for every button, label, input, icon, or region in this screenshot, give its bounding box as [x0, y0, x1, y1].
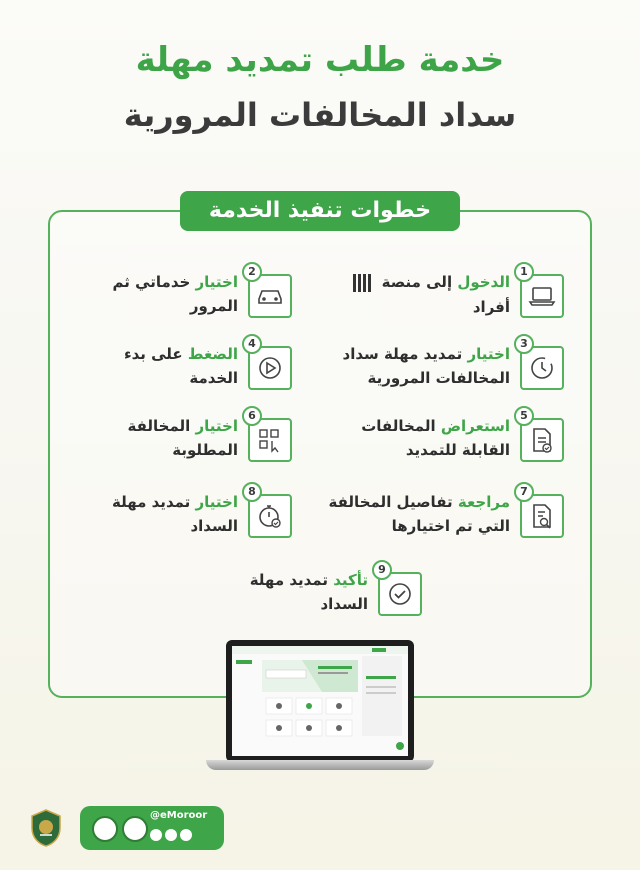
step-text-line2: السداد: [190, 517, 238, 535]
step-text: تفاصيل المخالفة: [328, 493, 453, 511]
step-text: تمديد مهلة سداد: [342, 345, 463, 363]
step-text-line2: المرور: [189, 297, 238, 315]
step-number: 8: [242, 482, 262, 502]
step-number: 3: [514, 334, 534, 354]
step-highlight: الدخول: [457, 273, 510, 291]
step-number: 2: [242, 262, 262, 282]
laptop-base: [206, 760, 434, 770]
step-text-line2: أفراد: [472, 297, 510, 316]
step-text-line2: القابلة للتمديد: [405, 441, 510, 459]
step-text: المخالفة: [127, 417, 191, 435]
laptop-screen: [226, 640, 414, 762]
laptop-illustration: [206, 640, 434, 775]
step-text-line2: التي تم اختيارها: [391, 517, 510, 535]
step-text-line2: المخالفات المرورية: [367, 369, 510, 387]
step-6: [42, 409, 292, 464]
step-text-line2: الخدمة: [189, 369, 238, 387]
step-9: [172, 563, 422, 618]
step-4: [42, 337, 292, 392]
traffic-emblem-icon: [122, 816, 148, 842]
step-text: إلى منصة: [381, 273, 453, 291]
step-number: 7: [514, 482, 534, 502]
step-highlight: اختيار: [195, 273, 238, 291]
step-highlight: اختيار: [467, 345, 510, 363]
step-number: 6: [242, 406, 262, 426]
step-8: [42, 485, 292, 540]
step-text-line2: السداد: [320, 595, 368, 613]
step-number: 1: [514, 262, 534, 282]
twitter-icon[interactable]: [150, 829, 162, 841]
step-3: [314, 337, 564, 392]
step-number: 4: [242, 334, 262, 354]
saudi-emblem-icon: [92, 816, 118, 842]
step-1: [314, 265, 564, 320]
step-text: المخالفات: [361, 417, 436, 435]
absher-logo-icon: [352, 271, 372, 295]
social-handle: @eMoroor: [150, 810, 208, 821]
step-text: خدماتي ثم: [112, 273, 191, 291]
step-highlight: مراجعة: [457, 493, 510, 511]
step-5: [314, 409, 564, 464]
step-highlight: الضغط: [187, 345, 238, 363]
title-line-1: خدمة طلب تمديد مهلة: [135, 40, 505, 80]
step-number: 9: [372, 560, 392, 580]
website-preview: [232, 646, 408, 756]
steps-heading: خطوات تنفيذ الخدمة: [180, 191, 460, 231]
step-text: تمديد مهلة: [249, 571, 328, 589]
step-highlight: اختيار: [195, 493, 238, 511]
moi-emblem-icon: [28, 808, 64, 848]
step-highlight: اختيار: [195, 417, 238, 435]
step-text-line2: المطلوبة: [172, 441, 238, 459]
step-text: على بدء: [123, 345, 183, 363]
step-2: [42, 265, 292, 320]
instagram-icon[interactable]: [165, 829, 177, 841]
social-icons: [150, 826, 195, 845]
step-highlight: تأكيد: [333, 571, 368, 589]
title-line-2: سداد المخالفات المرورية: [123, 96, 517, 134]
step-highlight: استعراض: [440, 417, 510, 435]
step-7: [314, 485, 564, 540]
youtube-icon[interactable]: [180, 829, 192, 841]
step-text: تمديد مهلة: [112, 493, 191, 511]
step-number: 5: [514, 406, 534, 426]
